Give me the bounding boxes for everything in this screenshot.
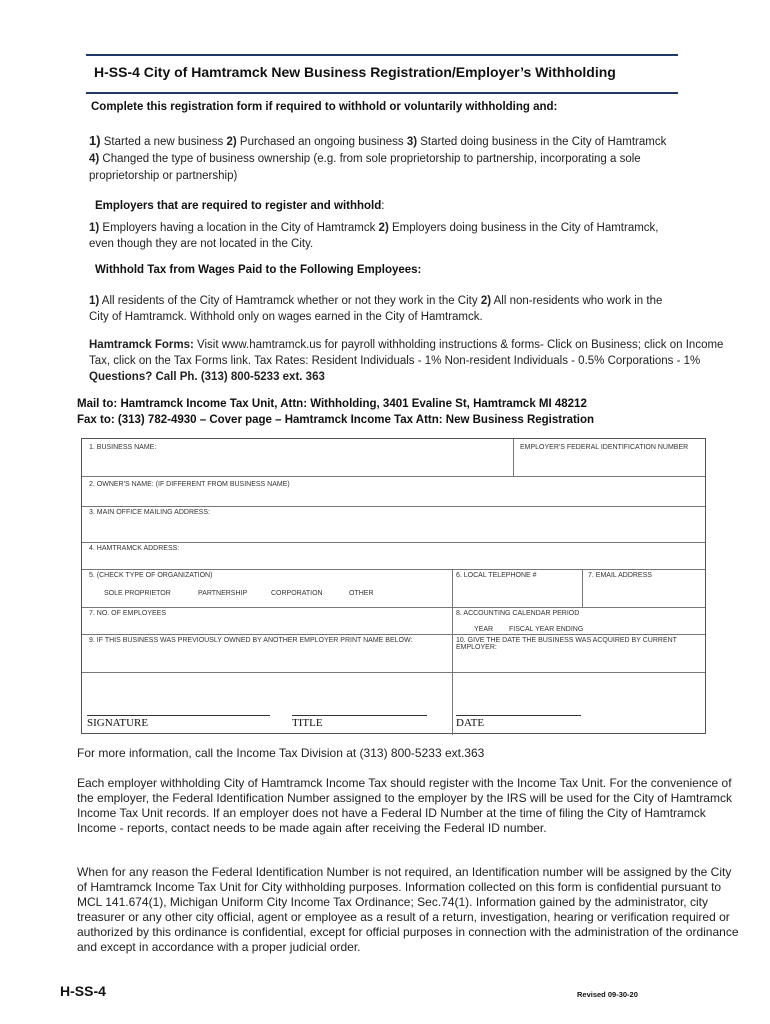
reason-3-text: Started doing business in the City of Hamtramck [417, 136, 667, 148]
header-rule-bottom [86, 92, 678, 94]
main-office-address-field[interactable]: 3. MAIN OFFICE MAILING ADDRESS: [89, 509, 210, 516]
employers-heading-colon: : [381, 200, 385, 212]
email-address-field[interactable]: 7. EMAIL ADDRESS [588, 572, 652, 579]
form-row-divider [82, 542, 705, 543]
signature-label: SIGNATURE [87, 717, 149, 729]
reason-1-text: Started a new business [100, 136, 227, 148]
org-partnership-option[interactable]: PARTNERSHIP [198, 590, 248, 597]
fax-to-line: Fax to: (313) 782-4930 – Cover page – Hamtramck Income Tax Attn: New Business Registration [77, 414, 595, 426]
form-row-divider [82, 569, 705, 570]
withhold-1-number: 1) [89, 295, 100, 307]
employers-heading-text: Employers that are required to register and withhold [95, 200, 382, 212]
org-corporation-option[interactable]: CORPORATION [271, 590, 323, 597]
form-col-divider [452, 569, 453, 735]
date-line[interactable] [456, 715, 581, 716]
forms-text: Visit www.hamtramck.us for payroll withholding instructions & forms- Click on Business; click on Income Tax, click on the Tax Forms link. Tax Rates: Resident Individuals - 1% Non-resident Individuals - 0.5% Corporations - 1% [89, 339, 724, 367]
employers-heading [95, 200, 384, 212]
form-row-divider [82, 672, 705, 673]
reason-1-number: 1) [89, 133, 101, 148]
form-col-divider [513, 439, 514, 476]
registration-info-paragraph: Each employer withholding City of Hamtramck Income Tax should register with the Income Tax Unit. For the convenience of the employer, the Federal Identification Number assigned to the employer by the IRS will be used for the City of Hamtramck Income Tax Unit records. If an employer does not have a Federal ID Number at the time of filing the City of Hamtramck Income - reports, contact needs to be made again after receiving the Federal ID number. [77, 776, 732, 835]
acquired-date-field[interactable]: 10. GIVE THE DATE THE BUSINESS WAS ACQUIRED BY CURRENT EMPLOYER: [456, 637, 677, 651]
form-row-divider [82, 476, 705, 477]
form-row-divider [82, 634, 705, 635]
reason-4-number: 4) [89, 153, 100, 165]
withhold-paragraph [89, 293, 669, 325]
page-subtitle: Complete this registration form if required to withhold or voluntarily withholding and: [91, 101, 558, 113]
reason-3-number: 3) [406, 136, 418, 148]
registration-form [81, 438, 706, 734]
number-of-employees-field[interactable]: 7. NO. OF EMPLOYEES [89, 610, 167, 617]
form-row-divider [82, 506, 705, 507]
employers-2-text: Employers doing business in the City of Hamtramck, even though they are not located in the City. [89, 222, 659, 250]
employers-1-number: 1) [89, 222, 100, 234]
ein-field[interactable]: EMPLOYER'S FEDERAL IDENTIFICATION NUMBER [520, 444, 689, 451]
reasons-paragraph [89, 132, 669, 185]
owner-name-field[interactable]: 2. OWNER'S NAME: (IF DIFFERENT FROM BUSINESS NAME) [89, 481, 290, 488]
withhold-1-text: All residents of the City of Hamtramck whether or not they work in the City [99, 295, 481, 307]
more-information-line: For more information, call the Income Tax Division at (313) 800-5233 ext.363 [77, 746, 485, 760]
accounting-period-label: 8. ACCOUNTING CALENDAR PERIOD [456, 610, 580, 617]
local-telephone-field[interactable]: 6. LOCAL TELEPHONE # [456, 572, 537, 579]
org-sole-proprietor-option[interactable]: SOLE PROPRIETOR [104, 590, 171, 597]
withhold-heading: Withhold Tax from Wages Paid to the Following Employees: [95, 264, 422, 276]
withhold-2-text: All non-residents who work in the City of Hamtramck. Withhold only on wages earned in the City of Hamtramck. [89, 295, 663, 323]
employers-1-text: Employers having a location in the City of Hamtramck [99, 222, 379, 234]
title-label: TITLE [292, 717, 323, 729]
employers-paragraph [89, 220, 664, 252]
form-col-divider [582, 569, 583, 607]
mail-to-address: Mail to: Hamtramck Income Tax Unit, Attn: Withholding, 3401 Evaline St, Hamtramck MI 48212 [77, 398, 587, 410]
period-fiscal-year-option[interactable]: FISCAL YEAR ENDING [509, 626, 584, 633]
previous-owner-field[interactable]: 9. IF THIS BUSINESS WAS PREVIOUSLY OWNED BY ANOTHER EMPLOYER PRINT NAME BELOW: [89, 637, 413, 644]
organization-type-label: 5. (CHECK TYPE OF ORGANIZATION) [89, 572, 213, 579]
employers-2-number: 2) [378, 222, 389, 234]
org-other-option[interactable]: OTHER [349, 590, 374, 597]
reason-2-text: Purchased an ongoing business [236, 136, 407, 148]
form-row-divider [82, 607, 705, 608]
confidentiality-paragraph: When for any reason the Federal Identification Number is not required, an Identification number will be assigned by the City of Hamtramck Income Tax Unit for City withholding purposes. Information collected on this form is confidential pursuant to MCL 141.674(1), Michigan Uniform City Income Tax Ordinance; Sec.74(1). Information gained by the administrator, city treasurer or any other city official, agent or employee as a result of a return, investigation, hearing or verification required or authorized by this ordinance is confidential, except for official purposes in connection with the administration of the ordinance and except in accordance with a proper judicial order. [77, 865, 739, 954]
hamtramck-address-field[interactable]: 4. HAMTRAMCK ADDRESS: [89, 545, 180, 552]
questions-phone: Questions? Call Ph. (313) 800-5233 ext. 363 [89, 371, 325, 383]
revision-date: Revised 09-30-20 [577, 990, 638, 999]
signature-line[interactable] [87, 715, 270, 716]
page-title: H-SS-4 City of Hamtramck New Business Registration/Employer’s Withholding [94, 64, 616, 80]
date-label: DATE [456, 717, 485, 729]
withhold-2-number: 2) [480, 295, 492, 307]
title-line[interactable] [292, 715, 427, 716]
period-year-option[interactable]: YEAR [474, 626, 494, 633]
forms-label: Hamtramck Forms: [89, 339, 194, 351]
forms-paragraph [89, 337, 729, 385]
form-id: H-SS-4 [60, 983, 106, 999]
reason-4-text: Changed the type of business ownership (e.g. from sole proprietorship to partnership, incorporating a sole proprietorship or partnership) [89, 153, 641, 182]
business-name-field[interactable]: 1. BUSINESS NAME: [89, 444, 157, 451]
header-rule-top [86, 54, 678, 56]
reason-2-number: 2) [226, 136, 237, 148]
